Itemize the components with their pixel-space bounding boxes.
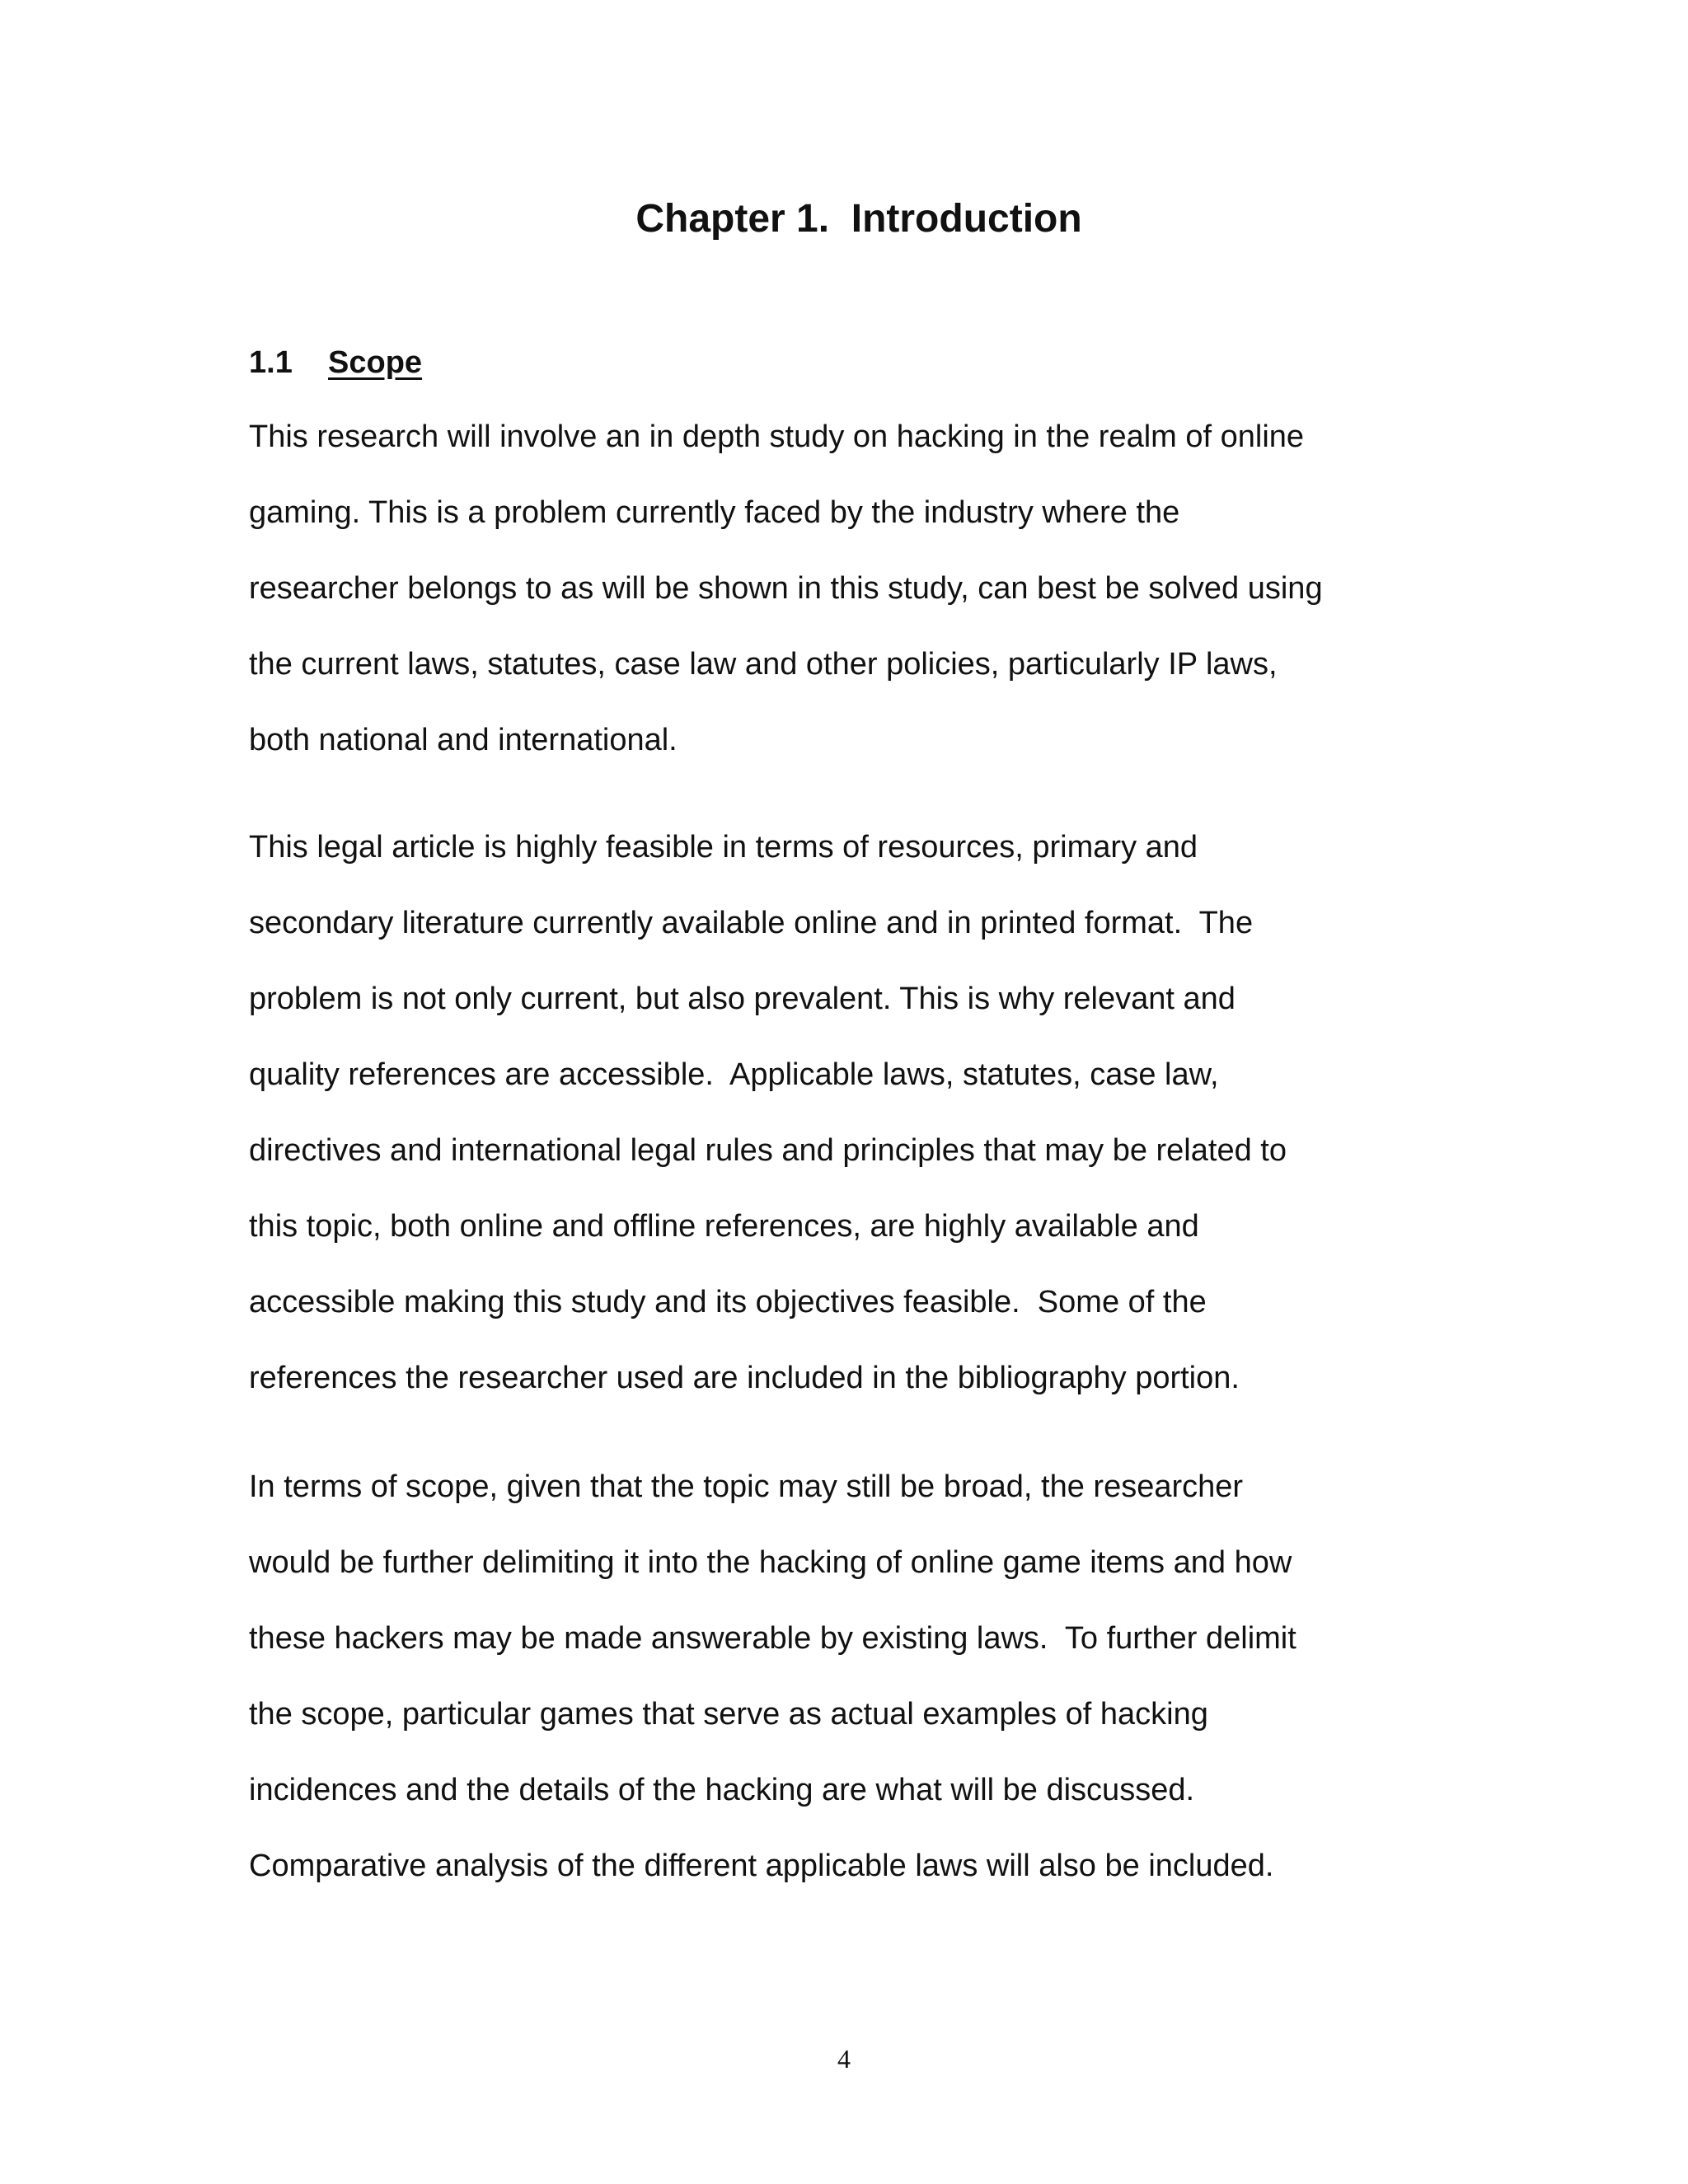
paragraph-line: the scope, particular games that serve as actual examples of hacking bbox=[249, 1697, 1208, 1732]
paragraph-line: both national and international. bbox=[249, 723, 678, 757]
paragraph-line: these hackers may be made answerable by existing laws. To further delimit bbox=[249, 1621, 1296, 1656]
paragraph-line: incidences and the details of the hacking are what will be discussed. bbox=[249, 1773, 1195, 1807]
paragraph-1 bbox=[249, 412, 1469, 791]
paragraph-line: would be further delimiting it into the hacking of online game items and how bbox=[249, 1545, 1292, 1580]
paragraph-line: gaming. This is a problem currently faced by the industry where the bbox=[249, 495, 1180, 530]
page-number: 4 bbox=[837, 2044, 851, 2074]
chapter-title-text: Chapter 1. Introduction bbox=[635, 197, 1082, 241]
paragraph-line: In terms of scope, given that the topic may still be broad, the researcher bbox=[249, 1469, 1244, 1504]
paragraph-line: secondary literature currently available online and in printed format. The bbox=[249, 906, 1254, 940]
paragraph-line: quality references are accessible. Applicable laws, statutes, case law, bbox=[249, 1057, 1219, 1092]
section-heading bbox=[249, 338, 422, 387]
paragraph-line: problem is not only current, but also prevalent. This is why relevant and bbox=[249, 982, 1236, 1016]
paragraph-line: this topic, both online and offline references, are highly available and bbox=[249, 1209, 1199, 1244]
chapter-title bbox=[0, 194, 1688, 244]
paragraph-line: directives and international legal rules and principles that may be related to bbox=[249, 1133, 1287, 1168]
section-number: 1.1 bbox=[249, 345, 293, 380]
paragraph-line: This legal article is highly feasible in terms of resources, primary and bbox=[249, 830, 1198, 865]
paragraph-line: the current laws, statutes, case law and other policies, particularly IP laws, bbox=[249, 647, 1278, 682]
paragraph-line: researcher belongs to as will be shown in this study, can best be solved using bbox=[249, 571, 1323, 606]
paragraph-line: Comparative analysis of the different applicable laws will also be included. bbox=[249, 1849, 1274, 1883]
section-title: Scope bbox=[328, 345, 423, 380]
paragraph-3 bbox=[249, 1462, 1469, 1917]
paragraph-2 bbox=[249, 823, 1469, 1429]
paragraph-line: This research will involve an in depth study on hacking in the realm of online bbox=[249, 419, 1305, 454]
paragraph-line: references the researcher used are included in the bibliography portion. bbox=[249, 1361, 1240, 1395]
paragraph-line: accessible making this study and its objectives feasible. Some of the bbox=[249, 1285, 1207, 1319]
